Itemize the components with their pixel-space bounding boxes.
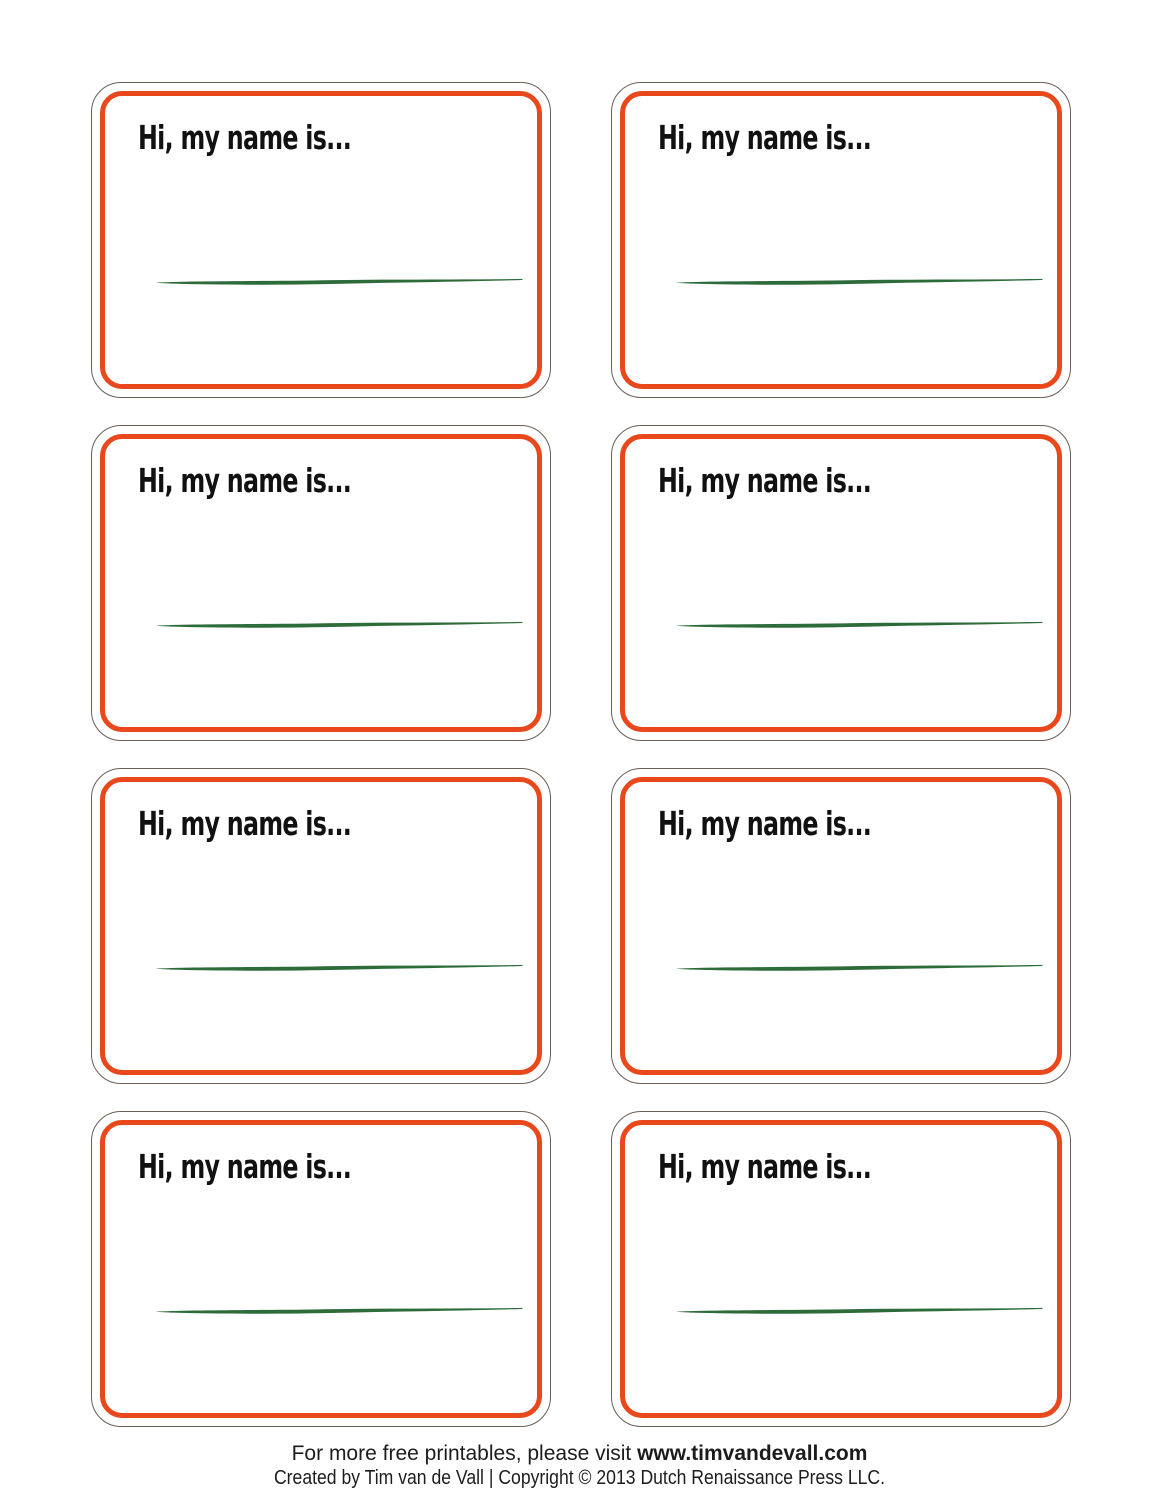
name-writing-line [673,617,1045,631]
name-tag [611,82,1071,398]
name-writing-line [673,274,1045,288]
name-tag-orange-border [620,91,1062,389]
footer-promo-text: For more free printables, please visit [291,1442,638,1465]
name-writing-line [153,1303,525,1317]
footer-website-url: www.timvandevall.com [637,1442,868,1465]
name-tag [611,425,1071,741]
name-tag-orange-border [100,1120,542,1418]
name-tag-orange-border [620,434,1062,732]
name-tag-greeting: Hi, my name is... [138,461,352,500]
name-tag [91,768,551,1084]
name-tag-greeting: Hi, my name is... [138,804,352,843]
name-tag-sheet [91,82,1071,1427]
name-tag-orange-border [100,434,542,732]
name-tag-greeting: Hi, my name is... [658,804,872,843]
name-tag [611,1111,1071,1427]
name-writing-line [673,1303,1045,1317]
name-tag-orange-border [620,1120,1062,1418]
name-writing-line [153,274,525,288]
name-tag [91,425,551,741]
name-tag-greeting: Hi, my name is... [138,118,352,157]
name-tag-greeting: Hi, my name is... [658,461,872,500]
footer-promo-line [0,1441,1159,1466]
name-tag-greeting: Hi, my name is... [658,118,872,157]
name-tag-greeting: Hi, my name is... [138,1147,352,1186]
name-tag-greeting: Hi, my name is... [658,1147,872,1186]
page-footer [0,1441,1159,1490]
name-tag-orange-border [100,91,542,389]
name-writing-line [153,617,525,631]
name-tag [611,768,1071,1084]
name-tag [91,82,551,398]
name-tag [91,1111,551,1427]
name-tag-orange-border [100,777,542,1075]
name-tag-orange-border [620,777,1062,1075]
name-writing-line [673,960,1045,974]
footer-copyright-line: Created by Tim van de Vall | Copyright © 2013 Dutch Renaissance Press LLC. [273,1467,886,1489]
name-writing-line [153,960,525,974]
